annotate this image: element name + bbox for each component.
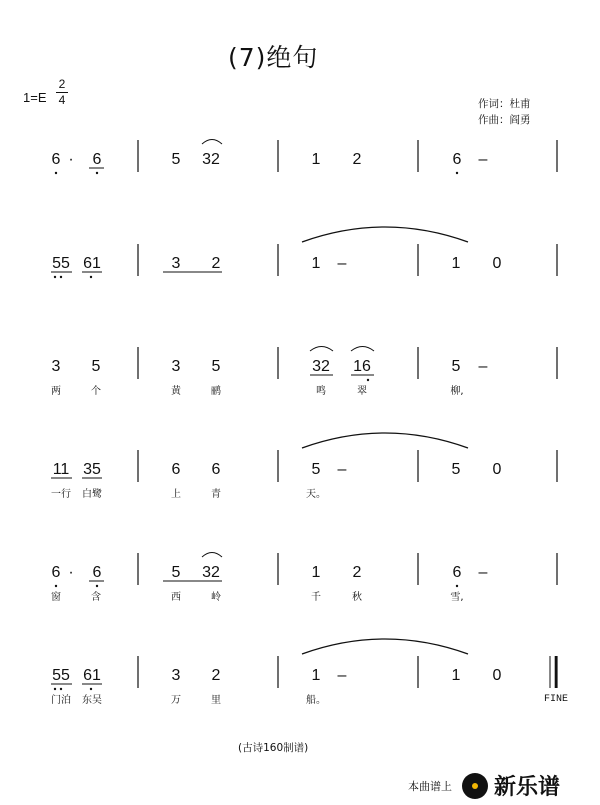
lyric-syllable: 黄 [171, 386, 181, 397]
logo-text: 新乐谱 [494, 775, 561, 800]
record-disc-icon [462, 773, 488, 799]
note: 1 [311, 151, 321, 168]
note: 2 [211, 667, 221, 684]
octave-dot [456, 585, 458, 587]
note: 6 [211, 461, 221, 478]
note: 5 [311, 461, 321, 478]
note: 11 [52, 461, 70, 478]
note: 61 [83, 255, 101, 272]
note: 3 [51, 358, 61, 375]
note: 1 [451, 255, 461, 272]
lyric-syllable: 门泊 [51, 695, 71, 706]
octave-dot [90, 276, 92, 278]
note: – [337, 255, 347, 272]
note: 0 [492, 255, 502, 272]
slur-mark [351, 347, 374, 352]
lyric-syllable: 柳, [450, 386, 464, 397]
lyric-syllable: 上 [171, 489, 181, 500]
tie-mark [302, 433, 468, 448]
lyricist-credit: 作词：杜甫 [478, 98, 531, 110]
octave-dot [54, 688, 56, 690]
note: 2 [211, 255, 221, 272]
note: 55 [52, 255, 70, 272]
octave-dot [96, 585, 98, 587]
lyric-syllable: 翠 [357, 386, 367, 397]
lyric-syllable: 鸣 [316, 386, 326, 397]
logo-prefix-text: 本曲谱上 [408, 779, 452, 793]
lyric-syllable: 含 [91, 592, 101, 603]
lyric-syllable: 里 [211, 695, 221, 706]
note: 6 [171, 461, 181, 478]
lyric-syllable: 雪, [450, 592, 464, 603]
time-signature-denominator: 4 [58, 93, 66, 107]
lyric-syllable: 一行 [51, 489, 71, 500]
note: 1 [311, 667, 321, 684]
note: 6 [92, 151, 102, 168]
note: 6 [51, 564, 61, 581]
octave-dot [60, 276, 62, 278]
note: – [337, 667, 347, 684]
time-signature-numerator: 2 [58, 77, 66, 91]
note: 3 [171, 667, 181, 684]
lyric-syllable: 白鹭 [82, 489, 102, 500]
note: – [478, 564, 488, 581]
note: 6 [452, 564, 462, 581]
note: 3 [171, 358, 181, 375]
octave-dot [367, 379, 369, 381]
octave-dot [96, 172, 98, 174]
octave-dot [54, 276, 56, 278]
lyric-syllable: 岭 [211, 592, 221, 603]
lyric-syllable: 两 [51, 386, 61, 397]
octave-dot [90, 688, 92, 690]
note: – [478, 358, 488, 375]
note: 6 [92, 564, 102, 581]
octave-dot [456, 172, 458, 174]
lyric-syllable: 千 [311, 592, 321, 603]
note: 2 [352, 151, 362, 168]
note: 5 [211, 358, 221, 375]
note: 55 [52, 667, 70, 684]
note: 32 [312, 358, 330, 375]
note: – [478, 151, 488, 168]
note: 32 [202, 564, 220, 581]
key-signature: 1=E [23, 90, 47, 105]
page-title: (7)绝句 [228, 43, 319, 72]
footer-note: (古诗160制谱) [238, 742, 309, 754]
slur-mark [202, 140, 222, 145]
note: 6 [452, 151, 462, 168]
note: 5 [171, 564, 181, 581]
octave-dot [55, 585, 57, 587]
octave-dot [60, 688, 62, 690]
note: 1 [311, 255, 321, 272]
note: · [68, 151, 74, 168]
slur-mark [202, 553, 222, 558]
note: 3 [171, 255, 181, 272]
note: 6 [51, 151, 61, 168]
note: 61 [83, 667, 101, 684]
lyric-syllable: 西 [171, 592, 181, 603]
lyric-syllable: 天。 [306, 489, 326, 500]
octave-dot [55, 172, 57, 174]
composer-credit: 作曲：阎勇 [478, 114, 531, 126]
lyric-syllable: 青 [211, 489, 221, 500]
note: 5 [451, 358, 461, 375]
note: 2 [352, 564, 362, 581]
note: 5 [171, 151, 181, 168]
note: 0 [492, 667, 502, 684]
note: – [337, 461, 347, 478]
tie-mark [302, 639, 468, 654]
site-logo[interactable] [408, 770, 560, 801]
tie-mark [302, 227, 468, 242]
lyric-syllable: 船。 [306, 695, 326, 706]
note: 16 [353, 358, 371, 375]
lyric-syllable: 鹂 [211, 386, 221, 397]
slur-mark [310, 347, 333, 352]
note: 32 [202, 151, 220, 168]
lyric-syllable: 秋 [352, 592, 362, 603]
note: 1 [451, 667, 461, 684]
lyric-syllable: 个 [91, 386, 101, 397]
lyric-syllable: 万 [171, 695, 181, 706]
lyric-syllable: 东吴 [82, 695, 102, 706]
note: 0 [492, 461, 502, 478]
note: · [68, 564, 74, 581]
lyric-syllable: 窗 [51, 592, 61, 603]
note: 5 [451, 461, 461, 478]
note: 5 [91, 358, 101, 375]
note: 1 [311, 564, 321, 581]
fine-mark: FINE [543, 694, 569, 705]
note: 35 [83, 461, 101, 478]
